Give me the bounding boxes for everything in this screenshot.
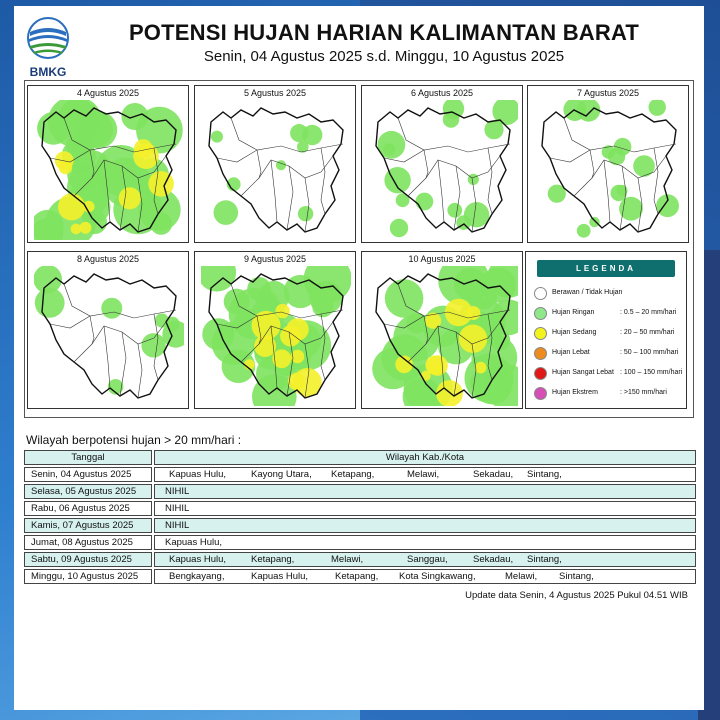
- legend-title: LEGENDA: [537, 260, 675, 277]
- table-header-row: [24, 450, 696, 465]
- rainfall-map: [368, 266, 518, 406]
- district-boundary: [488, 148, 492, 214]
- rain-area: [59, 161, 73, 175]
- bmkg-logo: [24, 16, 72, 79]
- region-name: Sanggau,: [407, 554, 448, 565]
- row-date: Sabtu, 09 Agustus 2025: [24, 552, 152, 567]
- rain-area: [383, 143, 395, 155]
- rain-area: [589, 217, 599, 227]
- region-name: NIHIL: [165, 520, 190, 531]
- map-panel: [361, 251, 523, 409]
- region-name: Sintang,: [559, 571, 594, 582]
- infographic-card: [14, 6, 704, 710]
- legend-range: : 100 – 150 mm/hari: [620, 369, 683, 376]
- district-boundary: [231, 118, 343, 152]
- row-date: Selasa, 05 Agustus 2025: [24, 484, 152, 499]
- row-regions: [154, 569, 696, 584]
- legend-range: : 50 – 100 mm/hari: [620, 349, 679, 356]
- rain-area: [390, 219, 408, 237]
- rain-area: [101, 298, 122, 319]
- district-boundary: [408, 156, 500, 196]
- row-regions: [154, 552, 696, 567]
- table-row: [24, 535, 696, 550]
- legend-color-icon: [534, 307, 547, 320]
- region-name: Ketapang,: [335, 571, 379, 582]
- table-row: [24, 467, 696, 482]
- map-panel: [361, 85, 523, 243]
- rain-area: [464, 202, 489, 227]
- bmkg-logo-icon: [24, 16, 72, 64]
- map-panel: [27, 251, 189, 409]
- rain-area: [201, 266, 236, 292]
- district-boundary: [90, 316, 94, 344]
- region-name: Kapuas Hulu,: [251, 571, 309, 582]
- rain-area: [276, 160, 286, 170]
- rainfall-map: [34, 100, 184, 240]
- table-row: [24, 569, 696, 584]
- region-name: Sintang,: [527, 554, 562, 565]
- legend-item: [534, 366, 684, 382]
- region-name: Melawi,: [407, 469, 440, 480]
- map-date-label: 4 Agustus 2025: [76, 88, 140, 98]
- table-row: [24, 518, 696, 533]
- map-panel: [194, 85, 356, 243]
- table-row: [24, 552, 696, 567]
- row-regions: [154, 501, 696, 516]
- row-date: Rabu, 06 Agustus 2025: [24, 501, 152, 516]
- section-label: Wilayah berpotensi hujan > 20 mm/hari :: [26, 433, 242, 447]
- rain-area: [141, 333, 165, 357]
- rain-area: [312, 296, 333, 317]
- district-boundary: [257, 150, 261, 178]
- region-name: Melawi,: [331, 554, 364, 565]
- row-regions: [154, 484, 696, 499]
- row-regions: [154, 535, 696, 550]
- map-date-label: 9 Agustus 2025: [243, 254, 307, 264]
- rain-area: [290, 124, 308, 142]
- rain-area: [119, 187, 141, 209]
- legend-color-icon: [534, 327, 547, 340]
- legend-range: : 0.5 – 20 mm/hari: [620, 309, 677, 316]
- map-panel: [194, 251, 356, 409]
- legend-color-icon: [534, 347, 547, 360]
- region-name: Ketapang,: [331, 469, 375, 480]
- legend: [525, 251, 687, 409]
- region-name: Kapuas Hulu,: [165, 537, 223, 548]
- legend-range: : >150 mm/hari: [620, 389, 667, 396]
- district-boundary: [271, 160, 277, 222]
- rain-area: [214, 200, 239, 225]
- rainfall-map: [368, 100, 518, 240]
- legend-item: [534, 346, 684, 362]
- district-boundary: [550, 150, 590, 162]
- region-name: Kapuas Hulu,: [169, 469, 227, 480]
- district-boundary: [217, 150, 257, 162]
- district-boundary: [424, 150, 428, 178]
- rain-area: [58, 193, 85, 220]
- rain-area: [427, 355, 448, 376]
- region-name: NIHIL: [165, 486, 190, 497]
- region-name: Melawi,: [505, 571, 538, 582]
- map-grid: [24, 80, 694, 418]
- district-boundary: [287, 166, 293, 230]
- rain-area: [475, 362, 487, 374]
- rain-area: [447, 203, 462, 218]
- rain-area: [468, 174, 479, 185]
- map-date-label: 7 Agustus 2025: [576, 88, 640, 98]
- region-name: Sekadau,: [473, 469, 514, 480]
- legend-name: Hujan Ringan: [552, 309, 595, 316]
- rain-area: [633, 155, 655, 177]
- rain-area: [649, 100, 666, 116]
- region-name: NIHIL: [165, 503, 190, 514]
- legend-range: : 20 – 50 mm/hari: [620, 329, 675, 336]
- row-date: Kamis, 07 Agustus 2025: [24, 518, 152, 533]
- legend-name: Hujan Lebat: [552, 349, 590, 356]
- logo-text: BMKG: [29, 65, 67, 79]
- legend-item: [534, 286, 684, 302]
- legend-name: Hujan Sedang: [552, 329, 597, 336]
- map-panel: [527, 85, 689, 243]
- rainfall-map: [201, 100, 351, 240]
- map-date-label: 5 Agustus 2025: [243, 88, 307, 98]
- table-row: [24, 484, 696, 499]
- legend-item: [534, 326, 684, 342]
- legend-name: Hujan Sangat Lebat: [552, 369, 614, 376]
- rain-area: [484, 120, 503, 139]
- district-boundary: [604, 160, 610, 222]
- region-name: Ketapang,: [251, 554, 295, 565]
- rain-area: [385, 279, 424, 318]
- legend-color-icon: [534, 287, 547, 300]
- row-date: Senin, 04 Agustus 2025: [24, 467, 152, 482]
- legend-item: [534, 386, 684, 402]
- region-name: Sekadau,: [473, 554, 514, 565]
- rain-area: [211, 131, 223, 143]
- rainfall-map: [34, 266, 184, 406]
- district-boundary: [104, 326, 110, 388]
- rain-area: [79, 222, 91, 234]
- rain-area: [416, 193, 434, 211]
- map-panel: [27, 85, 189, 243]
- rainfall-map: [534, 100, 684, 240]
- legend-name: Berawan / Tidak Hujan: [552, 289, 623, 296]
- page-subtitle: Senin, 04 Agustus 2025 s.d. Minggu, 10 Agustus 2025: [203, 48, 565, 65]
- region-name: Kapuas Hulu,: [169, 554, 227, 565]
- row-regions: [154, 518, 696, 533]
- district-boundary: [305, 178, 309, 232]
- rain-area: [275, 304, 289, 318]
- table-header-region: Wilayah Kab./Kota: [154, 450, 696, 465]
- rain-area: [421, 371, 431, 381]
- district-boundary: [50, 316, 90, 328]
- rain-area: [71, 224, 82, 235]
- page-title: POTENSI HUJAN HARIAN KALIMANTAN BARAT: [128, 20, 640, 45]
- row-date: Jumat, 08 Agustus 2025: [24, 535, 152, 550]
- region-name: Kota Singkawang,: [399, 571, 476, 582]
- table-row: [24, 501, 696, 516]
- district-boundary: [241, 156, 333, 196]
- rain-area: [611, 185, 627, 201]
- rain-area: [298, 206, 313, 221]
- row-regions: [154, 467, 696, 482]
- province-outline: [542, 108, 676, 232]
- update-timestamp: Update data Senin, 4 Agustus 2025 Pukul 04.51 WIB: [465, 590, 688, 601]
- rain-area: [224, 289, 250, 315]
- district-boundary: [438, 160, 444, 222]
- legend-color-icon: [534, 367, 547, 380]
- legend-color-icon: [534, 387, 547, 400]
- rain-area: [577, 224, 591, 238]
- rain-area: [619, 197, 643, 221]
- district-boundary: [321, 148, 325, 214]
- row-date: Minggu, 10 Agustus 2025: [24, 569, 152, 584]
- table-header-date: Tanggal: [24, 450, 152, 465]
- rainfall-map: [201, 266, 351, 406]
- legend-name: Hujan Ekstrem: [552, 389, 598, 396]
- region-name: Kayong Utara,: [251, 469, 312, 480]
- map-date-label: 6 Agustus 2025: [410, 88, 474, 98]
- rain-area: [602, 145, 615, 158]
- map-date-label: 10 Agustus 2025: [408, 254, 476, 264]
- district-boundary: [590, 150, 594, 178]
- map-date-label: 8 Agustus 2025: [76, 254, 140, 264]
- region-name: Sintang,: [527, 469, 562, 480]
- region-name: Bengkayang,: [169, 571, 225, 582]
- legend-item: [534, 306, 684, 322]
- district-boundary: [138, 344, 142, 398]
